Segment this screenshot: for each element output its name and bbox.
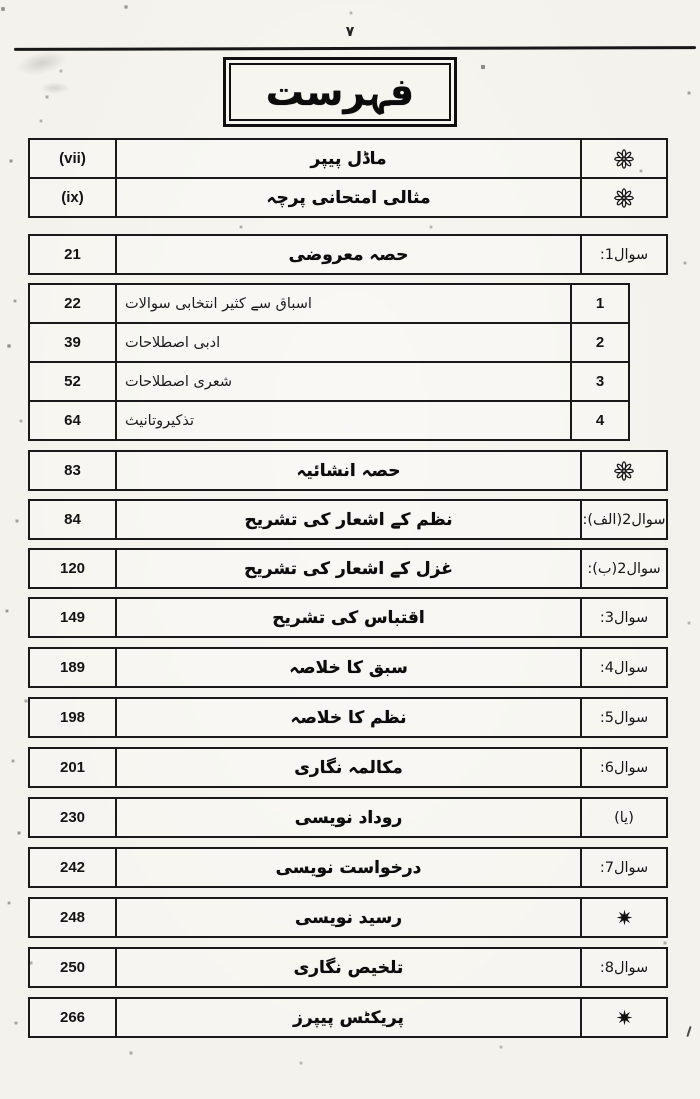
row-title: درخواست نویسی (115, 849, 580, 886)
row-title: پریکٹس پیپرز (115, 999, 580, 1036)
subtable-row (30, 322, 628, 361)
toc-row-box (28, 597, 668, 638)
subtable-row (30, 361, 628, 400)
toc-row-box (28, 947, 668, 988)
page-number-cell: 198 (59, 709, 86, 726)
row-title: نظم کے اشعار کی تشریح (115, 501, 580, 538)
page-number-cell: 120 (59, 560, 86, 577)
toc-row-box (28, 997, 668, 1038)
row-title: اقتباس کی تشریح (115, 599, 580, 636)
star-icon (615, 908, 634, 927)
subrow-index: 2 (570, 324, 628, 361)
question-label: سوال2(ب): (580, 550, 666, 587)
subrow-index: 4 (570, 402, 628, 439)
row-label-cell (580, 179, 666, 216)
page-number-cell: 201 (59, 759, 86, 776)
subtable-row (30, 285, 628, 322)
toc-row (30, 699, 666, 736)
row-title: روداد نویسی (115, 799, 580, 836)
toc-title-box (223, 57, 457, 127)
toc-row (30, 849, 666, 886)
flower-icon (614, 188, 634, 208)
toc-row (30, 999, 666, 1036)
page-number-cell: 189 (59, 659, 86, 676)
row-label-cell (580, 999, 666, 1036)
page-number-cell: 64 (64, 412, 81, 429)
question-label: سوال2(الف): (580, 501, 666, 538)
toc-row-box (28, 548, 668, 589)
question-label: سوال1: (580, 236, 666, 273)
scan-mark (686, 1026, 691, 1037)
or-label: (یا) (580, 799, 666, 836)
toc-row-box (28, 499, 668, 540)
star-icon (615, 1008, 634, 1027)
row-label-cell (580, 452, 666, 489)
toc-row (30, 140, 666, 177)
row-title: حصہ معروضی (115, 236, 580, 273)
row-title: مکالمہ نگاری (115, 749, 580, 786)
subrow-title: شعری اصطلاحات (115, 363, 570, 400)
intro-table (28, 138, 668, 218)
toc-table-area (28, 138, 668, 1038)
scan-smudge (14, 47, 69, 79)
toc-row-box (28, 450, 668, 491)
toc-row-box (28, 847, 668, 888)
page-number-cell: 22 (64, 295, 81, 312)
page-number-cell: (vii) (59, 150, 86, 167)
question-label: سوال6: (580, 749, 666, 786)
subrow-title: تذکیروتانیث (115, 402, 570, 439)
row-label-cell (580, 899, 666, 936)
toc-row (30, 899, 666, 936)
row-title: سبق کا خلاصہ (115, 649, 580, 686)
page-number-cell: 149 (59, 609, 86, 626)
row-title: ماڈل پیپر (115, 140, 580, 177)
row-title: نظم کا خلاصہ (115, 699, 580, 736)
page-number-top: ٧ (345, 24, 355, 40)
page-number-cell: 242 (59, 859, 86, 876)
page-number-cell: 266 (59, 1009, 86, 1026)
toc-row-box (28, 747, 668, 788)
question-label: سوال7: (580, 849, 666, 886)
page-number-cell: 52 (64, 373, 81, 390)
toc-row-question1 (28, 234, 668, 275)
row-title: تلخیص نگاری (115, 949, 580, 986)
flower-icon (614, 461, 634, 481)
toc-row-box (28, 647, 668, 688)
page-number-cell: (ix) (61, 189, 84, 206)
question-label: سوال8: (580, 949, 666, 986)
toc-row-box (28, 797, 668, 838)
subrow-index: 3 (570, 363, 628, 400)
subrow-title: ادبی اصطلاحات (115, 324, 570, 361)
question-label: سوال3: (580, 599, 666, 636)
toc-row (30, 949, 666, 986)
subrow-title: اسباق سے کثیر انتخابی سوالات (115, 285, 570, 322)
row-title: مثالی امتحانی پرچہ (115, 179, 580, 216)
toc-row (30, 649, 666, 686)
header-rule (14, 46, 696, 51)
row-title: رسید نویسی (115, 899, 580, 936)
row-title: غزل کے اشعار کی تشریح (115, 550, 580, 587)
question-label: سوال4: (580, 649, 666, 686)
toc-row (30, 799, 666, 836)
subrow-index: 1 (570, 285, 628, 322)
question-label: سوال5: (580, 699, 666, 736)
page-number-cell: 83 (64, 462, 81, 479)
page-number-cell: 248 (59, 909, 86, 926)
page-number-cell: 250 (59, 959, 86, 976)
row-title: حصہ انشائیہ (115, 452, 580, 489)
page-number-cell: 39 (64, 334, 81, 351)
scan-noise (0, 0, 2, 2)
page-number-cell: 230 (59, 809, 86, 826)
toc-row-box (28, 697, 668, 738)
toc-row (30, 550, 666, 587)
toc-row (30, 599, 666, 636)
page-number-cell: 21 (64, 246, 81, 263)
toc-row (30, 452, 666, 489)
toc-row (30, 177, 666, 216)
toc-title-inner-border (229, 63, 451, 121)
page-title: فہرست (265, 70, 415, 114)
page-number-cell: 84 (64, 511, 81, 528)
subtable-row (30, 400, 628, 439)
toc-row (30, 749, 666, 786)
objective-subtable (28, 283, 630, 441)
toc-row (30, 501, 666, 538)
toc-row-box (28, 897, 668, 938)
row-label-cell (580, 140, 666, 177)
scan-smudge (40, 82, 70, 94)
toc-row (30, 236, 666, 273)
flower-icon (614, 149, 634, 169)
